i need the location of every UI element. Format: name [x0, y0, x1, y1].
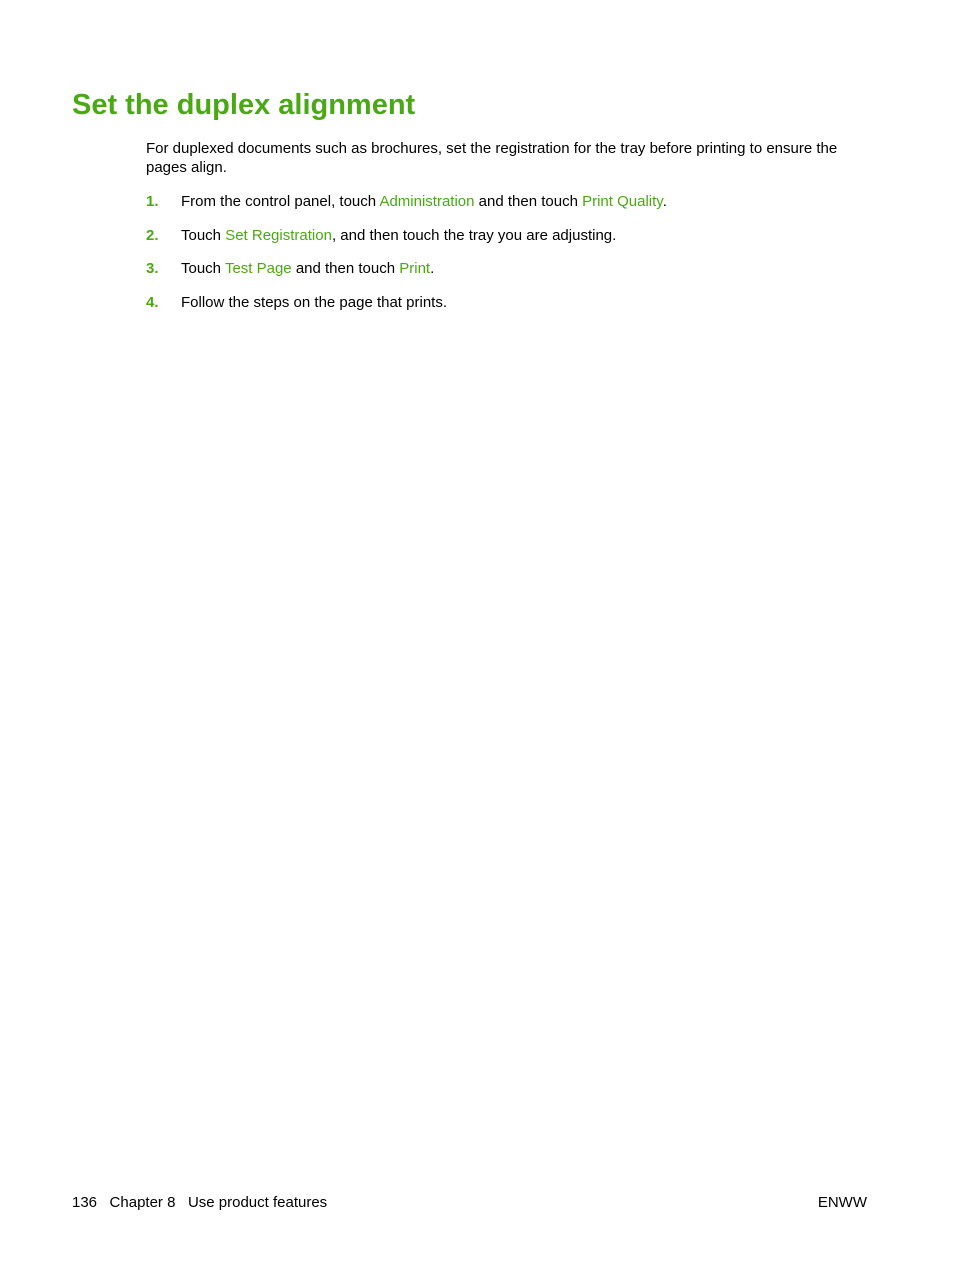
steps-list — [146, 192, 866, 326]
step-text — [181, 226, 616, 245]
step-number: 1. — [146, 193, 159, 210]
list-item — [146, 259, 866, 278]
step-number: 4. — [146, 293, 159, 311]
step-text-segment: From the control panel, touch — [181, 193, 380, 210]
print-quality-link[interactable]: Print Quality — [582, 193, 663, 210]
step-text-segment: . — [430, 260, 435, 277]
print-link[interactable]: Print — [399, 260, 431, 277]
list-item — [146, 226, 866, 245]
administration-link[interactable]: Administration — [379, 193, 475, 210]
step-number: 2. — [146, 226, 159, 244]
set-registration-link[interactable]: Set Registration — [225, 226, 332, 244]
page-footer-right: ENWW — [817, 1194, 867, 1211]
step-text: Follow the steps on the page that prints. — [181, 293, 447, 311]
step-text-segment: . — [662, 193, 667, 210]
step-text-segment: and then touch — [291, 260, 400, 277]
list-item — [146, 192, 866, 211]
step-text — [181, 259, 434, 278]
step-text-segment: , and then touch the tray you are adjusting. — [331, 226, 617, 244]
page-footer-left — [72, 1193, 327, 1212]
list-item — [146, 293, 866, 312]
page-title: Set the duplex alignment — [72, 89, 416, 121]
chapter-label: Chapter 8 — [109, 1194, 176, 1211]
step-text-segment: and then touch — [474, 193, 583, 210]
step-text-segment: Touch — [181, 226, 226, 244]
chapter-title: Use product features — [187, 1194, 328, 1211]
step-number: 3. — [146, 260, 159, 277]
step-text-segment: Touch — [181, 260, 225, 277]
test-page-link[interactable]: Test Page — [224, 260, 292, 277]
page-number: 136 — [72, 1194, 98, 1211]
step-text — [181, 192, 667, 211]
intro-paragraph: For duplexed documents such as brochures, set the registration for the tray before printing to ensure the pages align. — [146, 140, 838, 176]
